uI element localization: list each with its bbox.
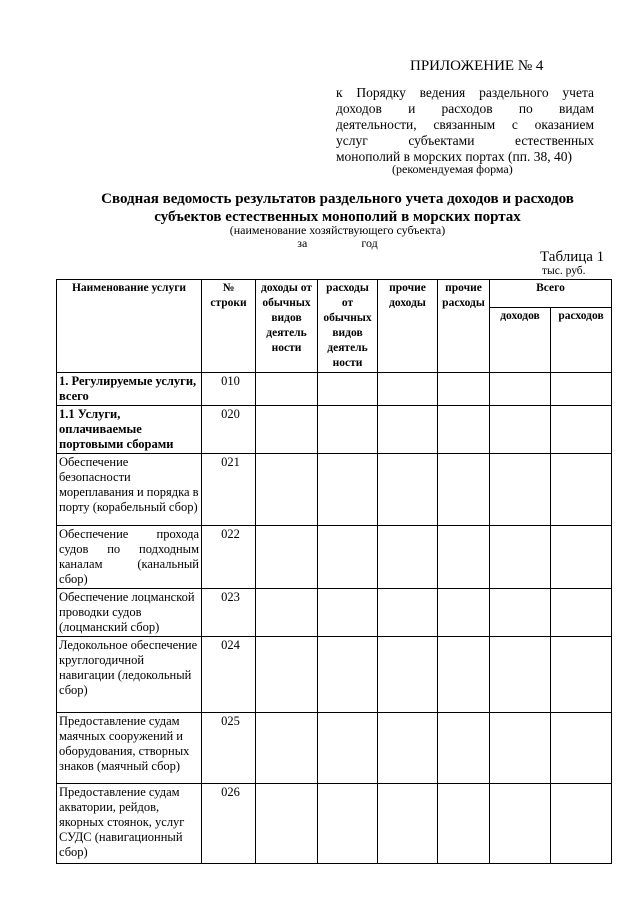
value-cell[interactable] <box>256 373 318 406</box>
value-cell[interactable] <box>318 454 378 526</box>
value-cell[interactable] <box>378 589 438 637</box>
reference-line: услуг субъектами естественных <box>336 133 594 148</box>
summary-table <box>56 279 612 864</box>
table-row <box>57 406 612 454</box>
value-cell[interactable] <box>256 637 318 713</box>
row-name: Предоставление судам маячных сооружений и оборудования, створных знаков (маячный сбор) <box>57 713 202 784</box>
value-cell[interactable] <box>551 589 612 637</box>
row-code: 023 <box>202 589 256 637</box>
row-name: 1.1 Услуги, оплачиваемые портовыми сборами <box>57 406 202 454</box>
reference-line: деятельности, связанным с оказанием <box>336 117 594 132</box>
row-name: Предоставление судам акватории, рейдов, якорных стоянок, услуг СУДС (навигационный сбор) <box>57 784 202 864</box>
value-cell[interactable] <box>256 454 318 526</box>
row-code: 010 <box>202 373 256 406</box>
value-cell[interactable] <box>490 526 551 589</box>
value-cell[interactable] <box>318 406 378 454</box>
entity-caption: (наименование хозяйствующего субъекта) <box>229 223 446 237</box>
document-title-line: субъектов естественных монополий в морских портах <box>154 209 521 225</box>
value-cell[interactable] <box>378 784 438 864</box>
row-code: 026 <box>202 784 256 864</box>
table-row <box>57 589 612 637</box>
value-cell[interactable] <box>438 637 490 713</box>
row-name: Ледокольное обеспечение круглогодичной навигации (ледокольный сбор) <box>57 637 202 713</box>
row-code: 021 <box>202 454 256 526</box>
value-cell[interactable] <box>438 526 490 589</box>
value-cell[interactable] <box>318 637 378 713</box>
units-label: тыс. руб. <box>542 265 586 277</box>
document-title-line: Сводная ведомость результатов раздельного учета доходов и расходов <box>101 191 574 207</box>
value-cell[interactable] <box>318 713 378 784</box>
value-cell[interactable] <box>256 784 318 864</box>
value-cell[interactable] <box>490 713 551 784</box>
reference-line: доходов и расходов по видам <box>336 101 594 116</box>
value-cell[interactable] <box>378 713 438 784</box>
col-header-income: доходы от обычных видов деятель ности <box>256 280 318 373</box>
value-cell[interactable] <box>438 373 490 406</box>
row-code: 022 <box>202 526 256 589</box>
row-name: Обеспечение лоцманской проводки судов (лоцманский сбор) <box>57 589 202 637</box>
value-cell[interactable] <box>438 454 490 526</box>
row-code: 024 <box>202 637 256 713</box>
row-name: Обеспечение прохода судов по подходным каналам (канальный сбор) <box>57 526 202 589</box>
col-header-code: № строки <box>202 280 256 373</box>
value-cell[interactable] <box>378 637 438 713</box>
table-row <box>57 454 612 526</box>
value-cell[interactable] <box>438 406 490 454</box>
value-cell[interactable] <box>490 373 551 406</box>
col-header-expenses: расходы от обычных видов деятель ности <box>318 280 378 373</box>
period-line <box>60 236 615 251</box>
value-cell[interactable] <box>256 526 318 589</box>
regulation-reference <box>336 85 594 165</box>
value-cell[interactable] <box>551 637 612 713</box>
table-row <box>57 373 612 406</box>
value-cell[interactable] <box>318 373 378 406</box>
value-cell[interactable] <box>551 406 612 454</box>
value-cell[interactable] <box>551 784 612 864</box>
appendix-title: ПРИЛОЖЕНИЕ № 4 <box>410 58 544 74</box>
value-cell[interactable] <box>490 637 551 713</box>
period-suffix: год <box>361 236 378 250</box>
value-cell[interactable] <box>378 406 438 454</box>
reference-line: к Порядку ведения раздельного учета <box>336 85 594 100</box>
row-name: 1. Регулируемые услуги, всего <box>57 373 202 406</box>
value-cell[interactable] <box>551 373 612 406</box>
value-cell[interactable] <box>256 713 318 784</box>
value-cell[interactable] <box>551 713 612 784</box>
col-header-total-income: доходов <box>490 308 551 373</box>
document-title <box>60 190 615 226</box>
value-cell[interactable] <box>551 454 612 526</box>
value-cell[interactable] <box>490 454 551 526</box>
table-row <box>57 713 612 784</box>
value-cell[interactable] <box>318 526 378 589</box>
period-prefix: за <box>297 236 308 250</box>
value-cell[interactable] <box>438 589 490 637</box>
value-cell[interactable] <box>438 713 490 784</box>
col-header-total-expenses: расходов <box>551 308 612 373</box>
value-cell[interactable] <box>438 784 490 864</box>
value-cell[interactable] <box>378 373 438 406</box>
value-cell[interactable] <box>490 589 551 637</box>
row-name: Обеспечение безопасности мореплавания и порядка в порту (корабельный сбор) <box>57 454 202 526</box>
table-row <box>57 784 612 864</box>
row-code: 025 <box>202 713 256 784</box>
table-label: Таблица 1 <box>540 249 605 265</box>
value-cell[interactable] <box>490 784 551 864</box>
reference-line: монополий в морских портах (пп. 38, 40) <box>336 149 572 164</box>
col-header-other-expenses: прочие расходы <box>438 280 490 373</box>
value-cell[interactable] <box>318 784 378 864</box>
col-header-other-income: прочие доходы <box>378 280 438 373</box>
value-cell[interactable] <box>551 526 612 589</box>
col-header-name: Наименование услуги <box>57 280 202 373</box>
row-code: 020 <box>202 406 256 454</box>
form-note: (рекомендуемая форма) <box>392 162 513 176</box>
value-cell[interactable] <box>378 526 438 589</box>
value-cell[interactable] <box>490 406 551 454</box>
value-cell[interactable] <box>256 589 318 637</box>
col-header-total: Всего <box>490 280 612 308</box>
value-cell[interactable] <box>378 454 438 526</box>
table-row <box>57 637 612 713</box>
value-cell[interactable] <box>318 589 378 637</box>
value-cell[interactable] <box>256 406 318 454</box>
table-row <box>57 526 612 589</box>
